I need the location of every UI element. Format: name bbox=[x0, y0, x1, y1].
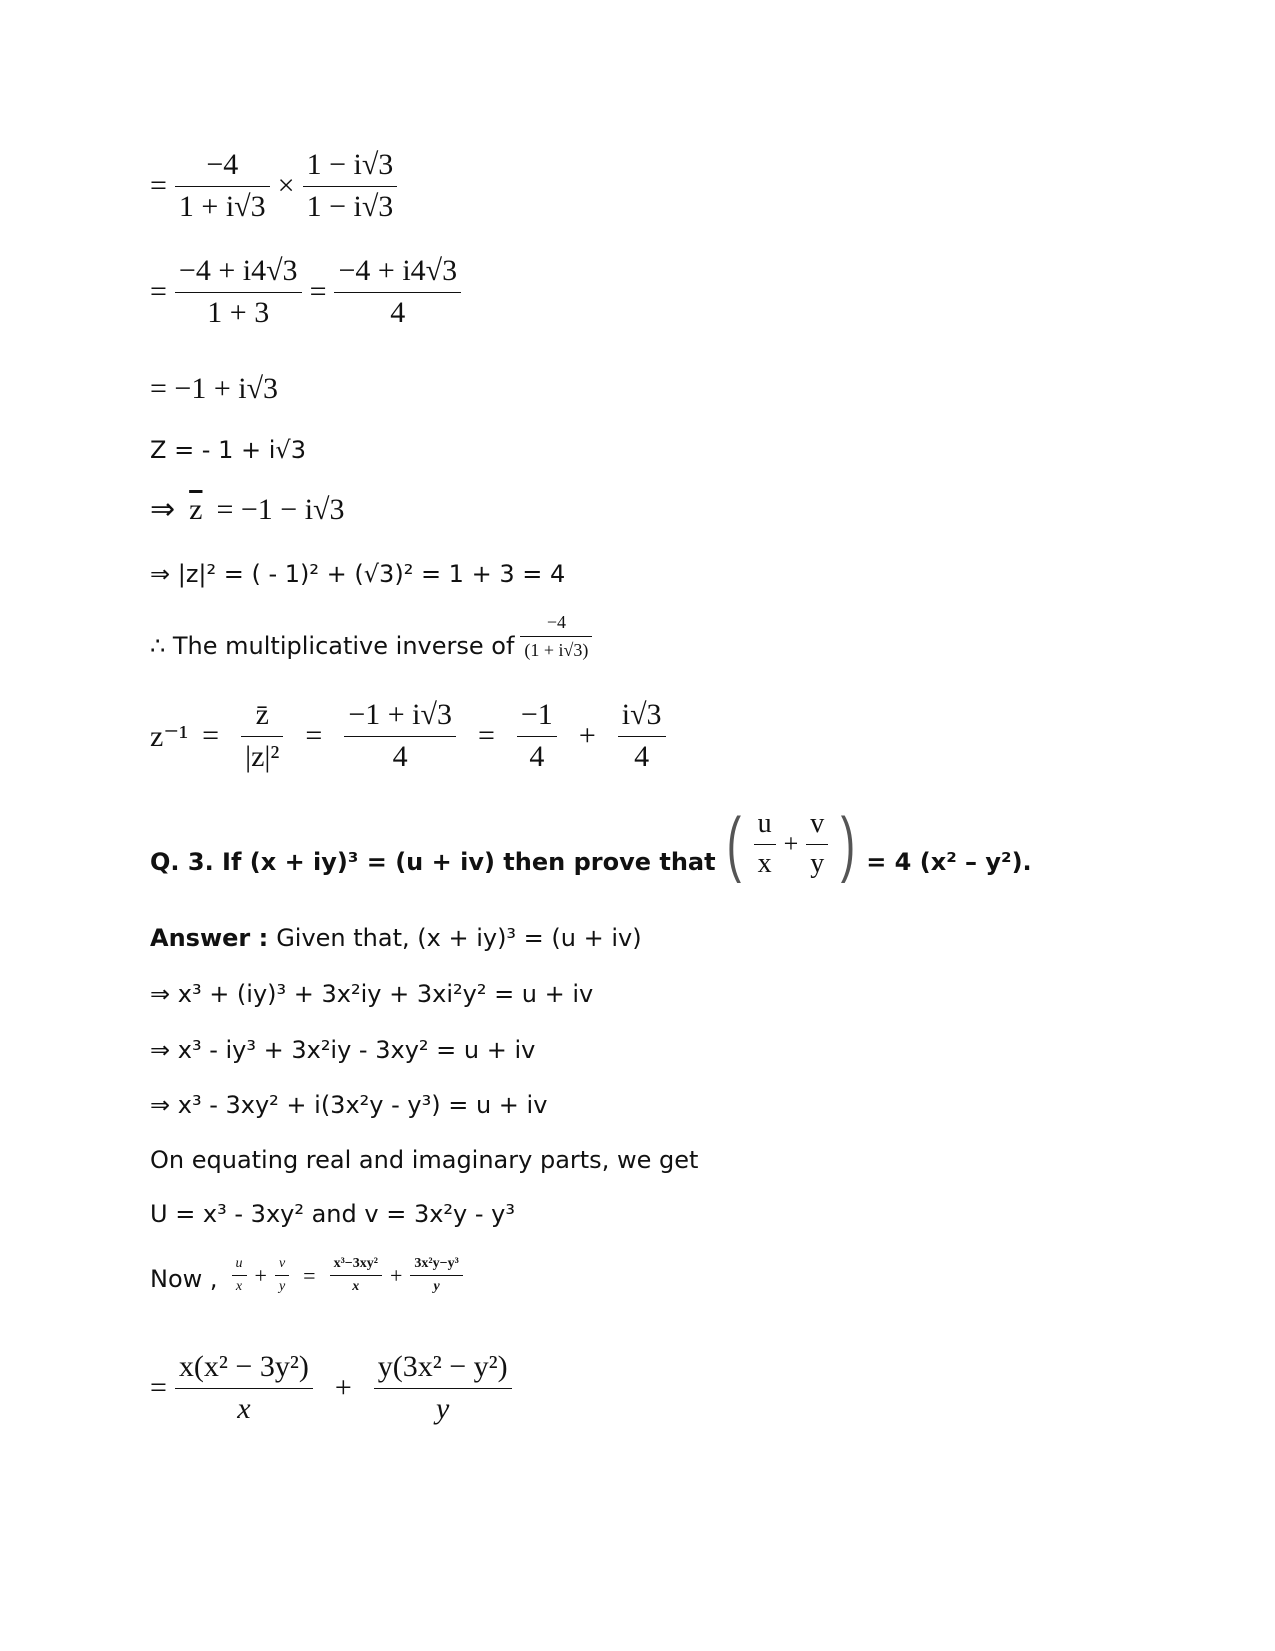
fraction: $\frac{\text{x³−3xy²}}{x}$ bbox=[330, 1256, 382, 1295]
eq-line-3: = −1 + i√3 bbox=[150, 372, 279, 405]
question-text: Q. 3. If (x + iy)³ = (u + iv) then prove that bbox=[150, 848, 716, 876]
step-3: ⇒ x³ - 3xy² + i(3x²y - y³) = u + iv bbox=[150, 1091, 548, 1119]
step-2: ⇒ x³ - iy³ + 3x²iy - 3xy² = u + iv bbox=[150, 1036, 536, 1064]
eq-line-4: Z = - 1 + i√3 bbox=[150, 436, 306, 464]
fraction: $\frac{v}{y}$ bbox=[275, 1256, 289, 1295]
equals-sign: = bbox=[309, 275, 327, 308]
fraction: $\frac{u}{x}$ bbox=[754, 808, 776, 879]
fraction: $\frac{\text{x(x² − 3y²)}}{x}$ bbox=[175, 1350, 313, 1426]
equals-sign: = bbox=[150, 169, 167, 202]
fraction: $\frac{-4 + i4√3}{1 + 3}$ bbox=[175, 254, 302, 330]
equals-sign: = bbox=[150, 275, 167, 308]
fraction: $\frac{z̄}{\text{|z|²}}$ bbox=[241, 698, 283, 774]
answer-label: Answer : bbox=[150, 924, 269, 952]
eq-line-7: ∴ The multiplicative inverse of $\frac{-4}{(1 + i√3)}$ bbox=[150, 612, 600, 660]
fraction: $\frac{u}{x}$ bbox=[232, 1256, 247, 1295]
equating-line: On equating real and imaginary parts, we get bbox=[150, 1146, 699, 1174]
fraction: $\frac{\text{3x²y−y³}}{y}$ bbox=[410, 1256, 462, 1295]
fraction: $\frac{1 - i√3}{1 - i√3}$ bbox=[303, 148, 398, 224]
question-3 bbox=[150, 804, 1032, 884]
eq-line-2 bbox=[150, 254, 469, 330]
eq-line-6: ⇒ |z|² = ( - 1)² + (√3)² = 1 + 3 = 4 bbox=[150, 560, 566, 588]
fraction: $\frac{-4 + i4√3}{4}$ bbox=[334, 254, 461, 330]
question-rhs: = 4 (x² – y²). bbox=[866, 848, 1032, 876]
eq-last: = $\frac{\text{x(x² − 3y²)}}{x}$ + $\frac{\text{y(3x² − y²)}}{y}$ bbox=[150, 1350, 520, 1426]
fraction: $\frac{-4}{1 + i√3}$ bbox=[175, 148, 270, 224]
eq-line-5: ⇒ $\overline{z}$ = −1 − i√3 bbox=[150, 492, 345, 526]
fraction: $\frac{-1 + i√3}{4}$ bbox=[344, 698, 456, 774]
eq-line-8: z⁻¹ = $\frac{z̄}{\text{|z|²}}$ = $\frac{-1 + i√3}{4}$ = $\frac{-1}{4}$ + $\frac{i√3}{4}$ bbox=[150, 698, 674, 774]
fraction: $\frac{\text{y(3x² − y²)}}{y}$ bbox=[374, 1350, 512, 1426]
fraction: $\frac{-4}{(1 + i√3)}$ bbox=[520, 612, 592, 660]
fraction: $\frac{-1}{4}$ bbox=[517, 698, 557, 774]
now-line: Now , $\frac{u}{x}$ + $\frac{v}{y}$ = $\frac{\text{x³−3xy²}}{x}$ + $\frac{\text{3x²y−y³}}{y}$ bbox=[150, 1256, 471, 1295]
times-sign: × bbox=[277, 169, 295, 202]
fraction: $\frac{i√3}{4}$ bbox=[618, 698, 666, 774]
answer-line: Answer : Given that, (x + iy)³ = (u + iv) bbox=[150, 924, 642, 952]
uv-line: U = x³ - 3xy² and v = 3x²y - y³ bbox=[150, 1200, 515, 1228]
z-conjugate: $\overline{z}$ bbox=[189, 492, 203, 526]
question-expression: ( $\frac{u}{x}$ + $\frac{v}{y}$ ) bbox=[726, 804, 856, 884]
fraction: $\frac{v}{y}$ bbox=[806, 808, 828, 879]
now-expression: $\frac{u}{x}$ + $\frac{v}{y}$ = $\frac{\text{x³−3xy²}}{x}$ + $\frac{\text{3x²y−y³}}{y}$ bbox=[224, 1256, 471, 1295]
eq-line-1 bbox=[150, 148, 405, 224]
step-1: ⇒ x³ + (iy)³ + 3x²iy + 3xi²y² = u + iv bbox=[150, 980, 594, 1008]
